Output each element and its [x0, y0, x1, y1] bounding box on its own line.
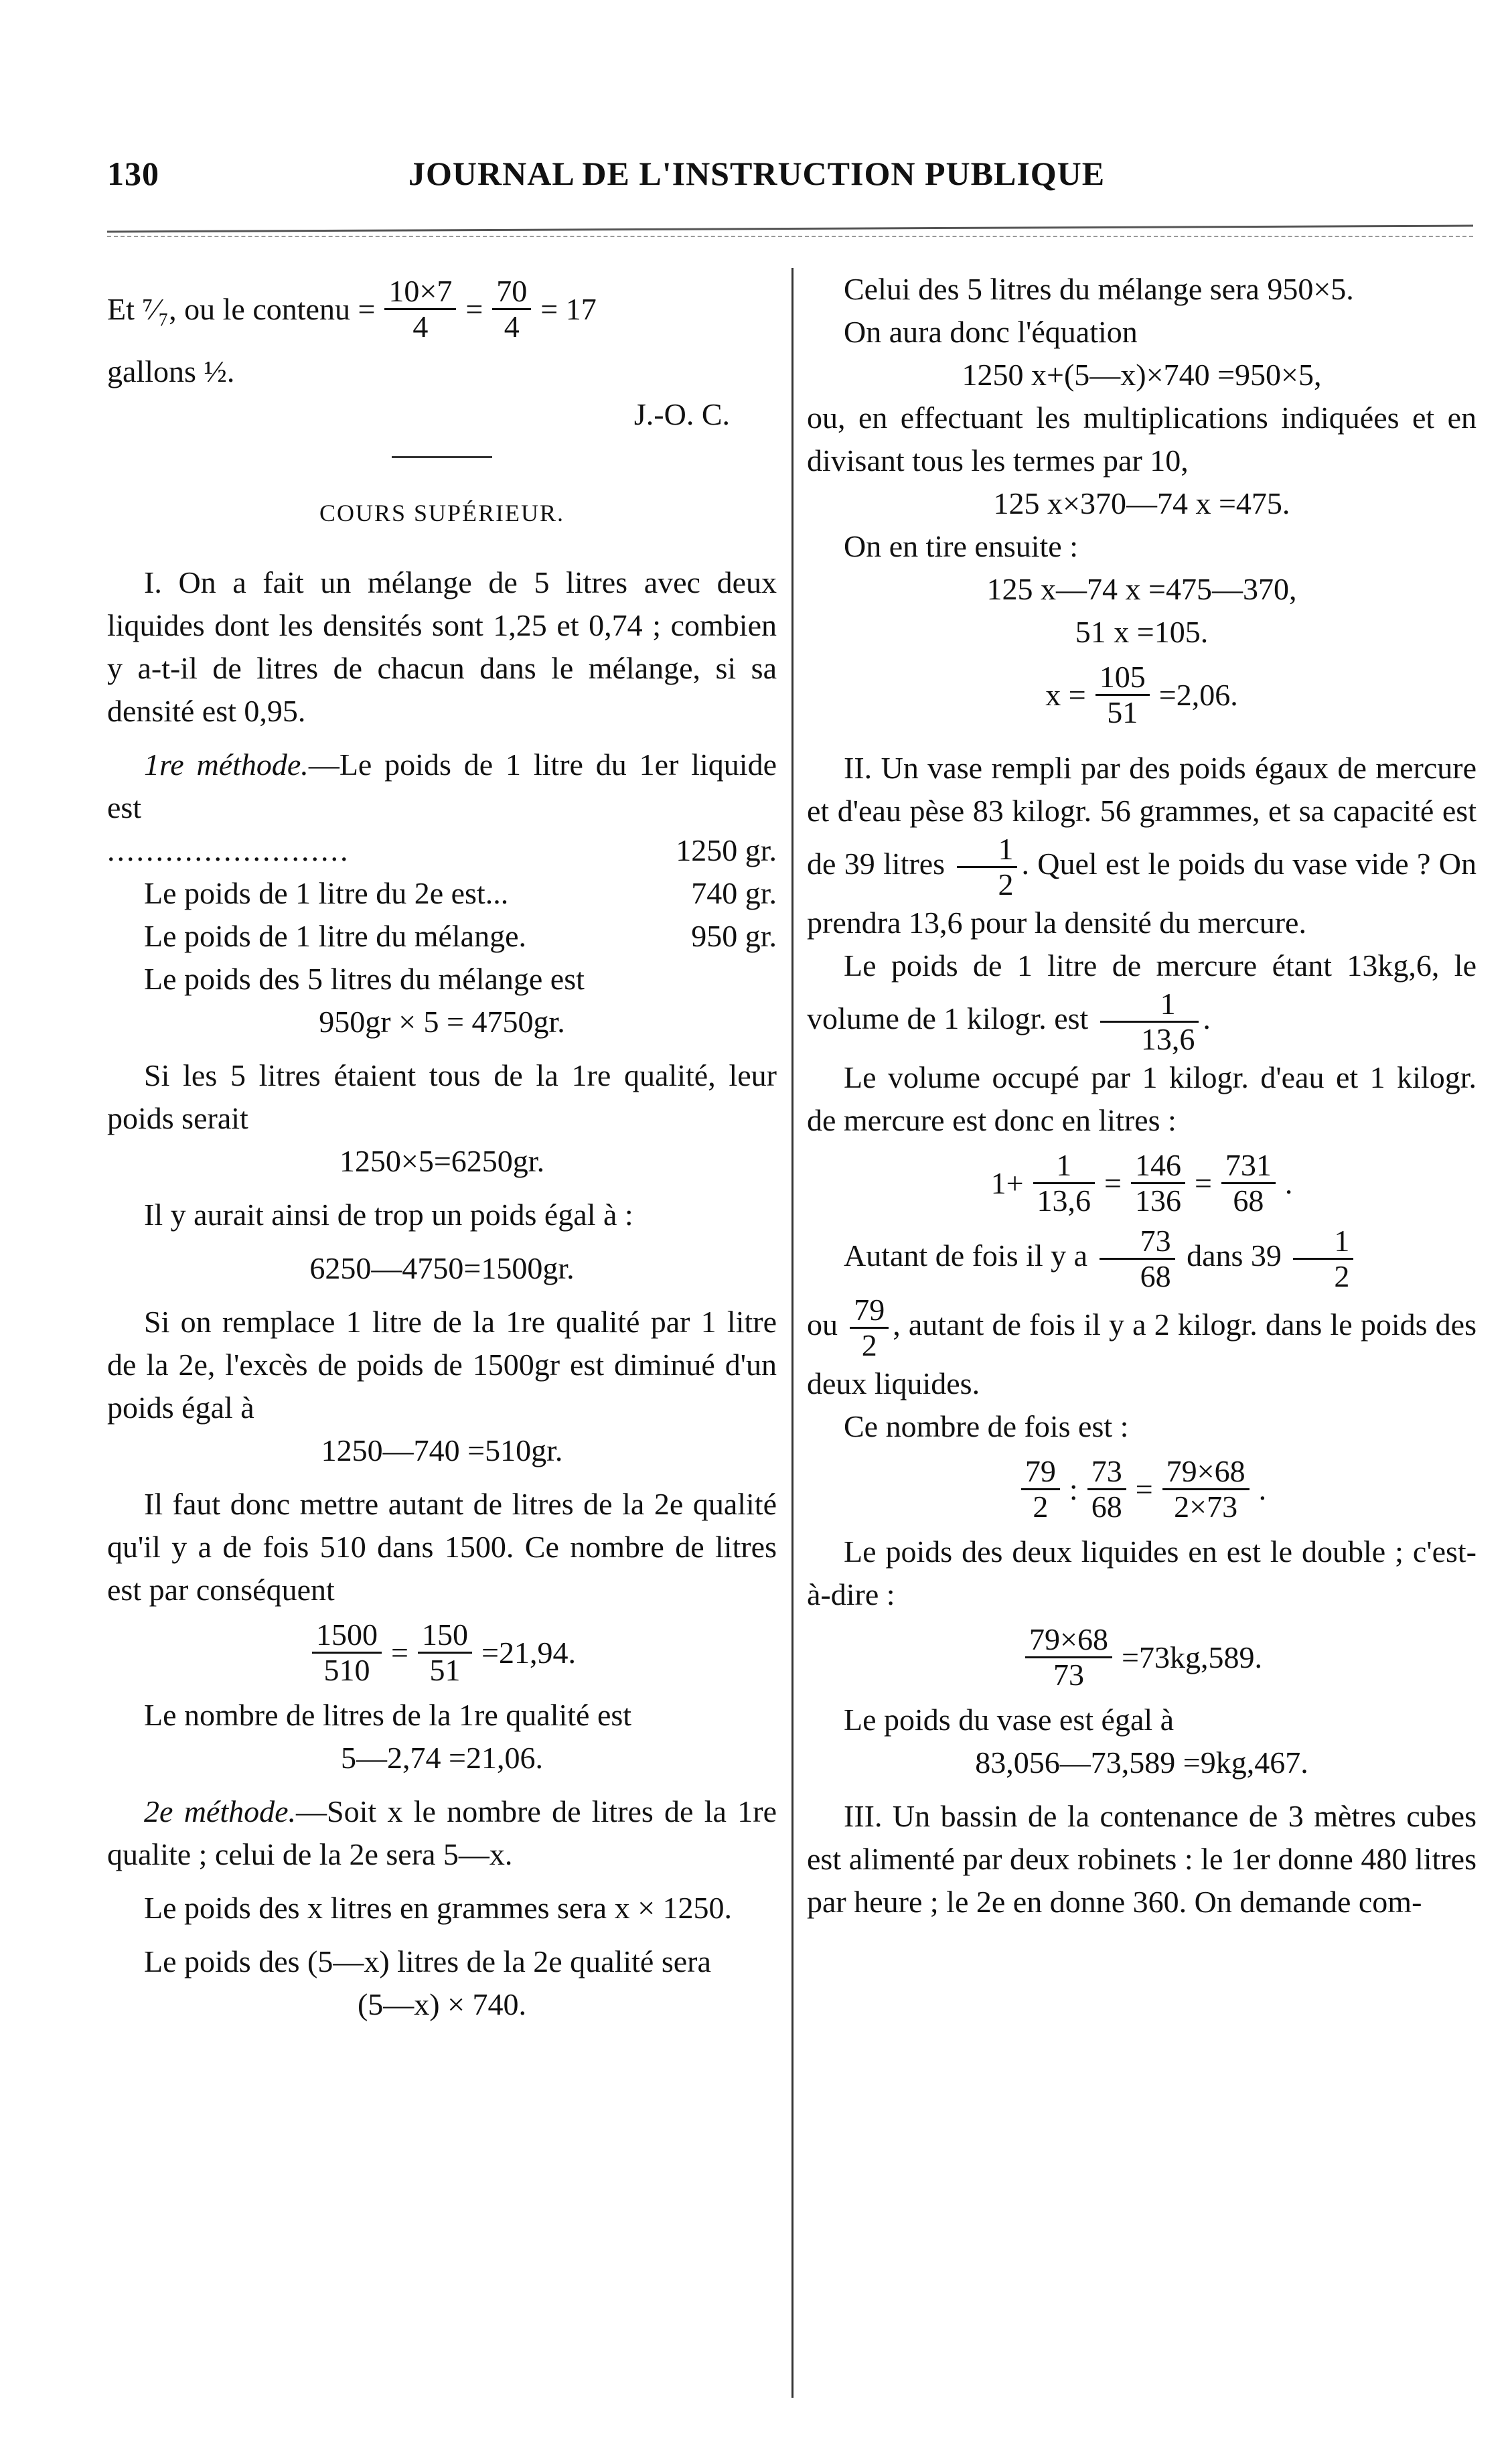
text-line: Ce nombre de fois est : [844, 1409, 1129, 1443]
fraction-equation: 1+ $\frac{1}{13,6}$ = $\frac{146}{136}$ = $\frac{731}{68}$ . [990, 1148, 1293, 1218]
text-line: ou, en effectuant les multiplications indiquées et en divisant tous les termes par 10, [807, 401, 1477, 478]
fraction: $\frac{10\times 7}{4}$ [384, 275, 456, 344]
fraction: $\frac{1}{13,6}$ [1033, 1149, 1095, 1218]
value-row: ......................... 1250 gr. [107, 833, 777, 867]
header-rule-dashed [107, 236, 1473, 237]
equation: 1250—740 =510gr. [321, 1433, 563, 1467]
separator-rule [392, 456, 492, 458]
equation: 125 x×370—74 x =475. [993, 486, 1290, 520]
header-rule [107, 225, 1473, 233]
fraction: $\frac{73}{68}$ [1100, 1224, 1175, 1293]
equation-result: =2,06. [1158, 677, 1238, 712]
equation: 1250×5=6250gr. [339, 1144, 545, 1178]
value-row: Le poids de 1 litre du 2e est... 740 gr. [144, 876, 777, 910]
method-1-intro: 1re méthode.—Le poids de 1 litre du 1er liquide est [107, 747, 777, 824]
fraction: $\frac{1}{2}$ [957, 833, 1017, 902]
fraction: $\frac{1}{2}$ [1293, 1224, 1353, 1293]
gallons-line: gallons ½. [107, 354, 235, 388]
journal-title: JOURNAL DE L'INSTRUCTION PUBLIQUE [408, 155, 1106, 192]
text-line: On aura donc l'équation [844, 315, 1138, 349]
text-line: Le poids du vase est égal à [844, 1703, 1175, 1737]
fraction: $\frac{146}{136}$ [1131, 1149, 1185, 1218]
text-line: Le volume occupé par 1 kilogr. d'eau et 1 kilogr. de mercure est donc en litres : [807, 1060, 1477, 1137]
problem-1: I. On a fait un mélange de 5 litres avec deux liquides dont les densités sont 1,25 et 0,74 ; combien y a-t-il de litres de chacun dans le mélange, si sa densité est 0,95. [107, 565, 777, 728]
method-2-intro: 2e méthode.—Soit x le nombre de litres de la 1re qualite ; celui de la 2e sera 5—x. [107, 1794, 777, 1871]
equation-result: =73kg,589. [1122, 1640, 1262, 1674]
column-divider [791, 268, 793, 2398]
text-line: Il faut donc mettre autant de litres de la 2e qualité qu'il y a de fois 510 dans 1500. Ce nombre de litres est par conséquent [107, 1487, 777, 1607]
text-line: Si les 5 litres étaient tous de la 1re qualité, leur poids serait [107, 1058, 777, 1135]
fraction-equation: $\frac{1500}{510}$ = $\frac{150}{51}$ =21,94. [107, 1618, 777, 1687]
fraction: $\frac{79\times 68}{73}$ [1025, 1623, 1112, 1692]
equation: 6250—4750=1500gr. [309, 1251, 575, 1285]
fraction: $\frac{73}{68}$ [1087, 1455, 1126, 1524]
equation-result: =21,94. [481, 1635, 576, 1670]
intro-equation: Et ⁷⁄₇, ou le contenu = $\frac{10\times 7}{4}$ = $\frac{70}{4}$ = 17 [107, 274, 597, 344]
equation: 83,056—73,589 =9kg,467. [975, 1745, 1308, 1780]
text-line: Le poids des deux liquides en est le double ; c'est-à-dire : [807, 1534, 1477, 1611]
text-line: Le poids des x litres en grammes sera x × 1250. [144, 1891, 733, 1925]
section-title: COURS SUPÉRIEUR. [319, 500, 565, 526]
text-line: Le poids des 5 litres du mélange est [144, 962, 585, 996]
equation: 51 x =105. [1075, 615, 1209, 649]
fraction: $\frac{1500}{510}$ [312, 1618, 382, 1687]
right-column [807, 268, 1477, 1924]
equation: 1250 x+(5—x)×740 =950×5, [962, 358, 1322, 392]
equation: 5—2,74 =21,06. [341, 1741, 543, 1775]
fraction: $\frac{79}{2}$ [1021, 1455, 1060, 1524]
fraction-equation [807, 1623, 1477, 1692]
signature: J.-O. C. [633, 397, 730, 431]
fraction: $\frac{70}{4}$ [492, 275, 531, 344]
text-line: Le poids de 1 litre de mercure étant 13kg,6, le volume de 1 kilogr. est $\frac{1}{13,6}$ . [807, 948, 1477, 1056]
text-line: Autant de fois il y a $\frac{73}{68}$ dans 39 $\frac{1}{2}$ [807, 1224, 1477, 1293]
equation: 125 x—74 x =475—370, [986, 572, 1297, 606]
fraction: $\frac{79\times 68}{2\times 73}$ [1162, 1455, 1250, 1524]
text-line: ou $\frac{79}{2}$ , autant de fois il y a 2 kilogr. dans le poids des deux liquides. [807, 1293, 1477, 1400]
text-line: Le poids des (5—x) litres de la 2e qualité sera [144, 1944, 711, 1978]
fraction: $\frac{105}{51}$ [1095, 660, 1150, 729]
left-column [107, 268, 777, 2026]
intro-line: Et ⁷⁄₇, ou le contenu = [107, 291, 376, 326]
fraction: $\frac{79}{2}$ [850, 1293, 889, 1362]
fraction: $\frac{150}{51}$ [418, 1618, 472, 1687]
problem-3: III. Un bassin de la contenance de 3 mètres cubes est alimenté par deux robinets : le 1er donne 480 litres par heure ; le 2e en donne 360. On demande com- [807, 1799, 1477, 1919]
page-number: 130 [107, 155, 159, 192]
text-line: Le nombre de litres de la 1re qualité est [144, 1698, 632, 1732]
equation: (5—x) × 740. [357, 1987, 527, 2021]
fraction-equation: $\frac{79}{2}$ : $\frac{73}{68}$ = $\frac{79\times 68}{2\times 73}$ . [807, 1455, 1477, 1524]
text-line: Celui des 5 litres du mélange sera 950×5. [844, 272, 1354, 306]
value-row: Le poids de 1 litre du mélange. 950 gr. [144, 919, 777, 953]
equation-result: = 17 [540, 291, 597, 326]
fraction: $\frac{731}{68}$ [1221, 1149, 1276, 1218]
text-line: Si on remplace 1 litre de la 1re qualité par 1 litre de la 2e, l'excès de poids de 1500gr est diminué d'un poids égal à [107, 1305, 777, 1425]
text-line: Il y aurait ainsi de trop un poids égal à : [144, 1198, 633, 1232]
fraction-equation: x = $\frac{105}{51}$ =2,06. [1045, 660, 1238, 729]
problem-2: II. Un vase rempli par des poids égaux de mercure et d'eau pèse 83 kilogr. 56 grammes, et sa capacité est de 39 litres $\frac{1}{2}$ . Quel est le poids du vase vide ? On prendra 13,6 pour la densité du mercure. [807, 751, 1477, 940]
equation: 950gr × 5 = 4750gr. [319, 1005, 565, 1039]
text-line: On en tire ensuite : [844, 529, 1079, 563]
fraction: $\frac{1}{13,6}$ [1100, 987, 1199, 1056]
